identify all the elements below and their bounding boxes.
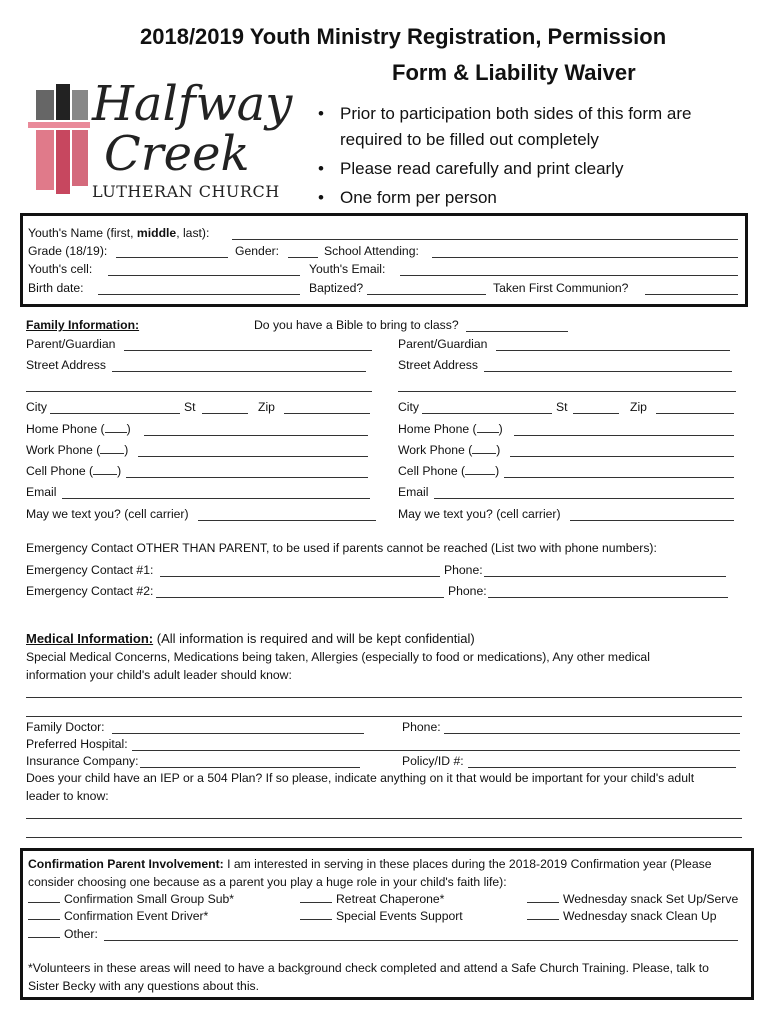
baptized-label: Baptized? [309, 281, 364, 295]
school-field[interactable] [432, 257, 738, 258]
bullet-continuation: required to be filled out completely [340, 130, 599, 149]
text2-label: May we text you? (cell carrier) [398, 507, 561, 521]
street2-line2-field[interactable] [398, 391, 736, 392]
option-snack-cleanup[interactable]: Wednesday snack Clean Up [527, 909, 717, 923]
cell-phone1-field[interactable] [126, 477, 368, 478]
emergency-intro: Emergency Contact OTHER THAN PARENT, to be used if parents cannot be reached (List two with phone numbers): [26, 541, 657, 555]
emergency1-label: Emergency Contact #1: [26, 563, 154, 577]
school-label: School Attending: [324, 244, 419, 258]
medical-heading: Medical Information: (All information is required and will be kept confidential) [26, 631, 475, 646]
zip2-label: Zip [630, 400, 647, 414]
street2-field[interactable] [484, 371, 732, 372]
emergency2-field[interactable] [156, 597, 444, 598]
grade-label: Grade (18/19): [28, 244, 108, 258]
option-snack-setup[interactable]: Wednesday snack Set Up/Serve [527, 892, 738, 906]
youth-name-label: Youth's Name (first, middle, last): [28, 226, 210, 240]
zip1-label: Zip [258, 400, 275, 414]
bullet-item: • Please read carefully and print clearly [318, 159, 624, 178]
cell-phone2-field[interactable] [504, 477, 734, 478]
cross-icon [28, 84, 98, 194]
youth-name-field[interactable] [232, 239, 738, 240]
guardian2-field[interactable] [496, 350, 730, 351]
emergency2-phone-field[interactable] [488, 597, 728, 598]
guardian2-label: Parent/Guardian [398, 337, 488, 351]
guardian1-label: Parent/Guardian [26, 337, 116, 351]
other-field[interactable] [104, 940, 738, 941]
confirmation-intro-line1: Confirmation Parent Involvement: I am interested in serving in these places during the 2018-2019 Confirmation year (Please [28, 857, 712, 871]
city1-label: City [26, 400, 47, 414]
email1-field[interactable] [62, 498, 370, 499]
iep-field-2[interactable] [26, 837, 742, 838]
email2-field[interactable] [434, 498, 734, 499]
home-phone2-field[interactable] [514, 435, 734, 436]
bullet-item: • Prior to participation both sides of this form are [318, 104, 692, 123]
emergency1-field[interactable] [160, 576, 440, 577]
city2-label: City [398, 400, 419, 414]
family-info-heading: Family Information: [26, 318, 140, 332]
baptized-field[interactable] [367, 294, 486, 295]
logo-text-creek: Creek [104, 126, 250, 182]
work-phone2-label: Work Phone ( ) [398, 443, 501, 457]
medical-concerns-line2: information your child's adult leader should know: [26, 668, 292, 682]
guardian1-field[interactable] [124, 350, 372, 351]
option-event-driver[interactable]: Confirmation Event Driver* [28, 909, 208, 923]
cell-phone1-label: Cell Phone ( ) [26, 464, 122, 478]
city1-field[interactable] [50, 413, 180, 414]
bullet-item: • One form per person [318, 188, 497, 207]
option-small-group-sub[interactable]: Confirmation Small Group Sub* [28, 892, 234, 906]
youth-cell-label: Youth's cell: [28, 262, 93, 276]
doctor-label: Family Doctor: [26, 720, 105, 734]
form-title-line2: Form & Liability Waiver [392, 60, 636, 85]
hospital-field[interactable] [132, 750, 740, 751]
street1-label: Street Address [26, 358, 106, 372]
iep-field[interactable] [26, 818, 742, 819]
email2-label: Email [398, 485, 429, 499]
insurance-label: Insurance Company: [26, 754, 139, 768]
volunteer-note-line2: Sister Becky with any questions about this. [28, 979, 260, 993]
state1-field[interactable] [202, 413, 248, 414]
policy-field[interactable] [468, 767, 736, 768]
form-title-line1: 2018/2019 Youth Ministry Registration, Permission [140, 24, 667, 49]
medical-concerns-line1: Special Medical Concerns, Medications being taken, Allergies (especially to food or medications), Any other medical [26, 650, 650, 664]
option-special-events[interactable]: Special Events Support [300, 909, 463, 923]
option-other[interactable]: Other: [28, 927, 98, 941]
text2-field[interactable] [570, 520, 734, 521]
insurance-field[interactable] [140, 767, 360, 768]
work-phone1-label: Work Phone ( ) [26, 443, 129, 457]
youth-cell-field[interactable] [108, 275, 300, 276]
church-logo [24, 76, 304, 205]
doctor-field[interactable] [112, 733, 364, 734]
youth-email-field[interactable] [400, 275, 738, 276]
text1-label: May we text you? (cell carrier) [26, 507, 189, 521]
youth-email-label: Youth's Email: [309, 262, 386, 276]
communion-label: Taken First Communion? [493, 281, 629, 295]
zip1-field[interactable] [284, 413, 370, 414]
communion-field[interactable] [645, 294, 738, 295]
email1-label: Email [26, 485, 57, 499]
birth-date-label: Birth date: [28, 281, 84, 295]
street1-field[interactable] [112, 371, 366, 372]
emergency1-phone-label: Phone: [444, 563, 483, 577]
work-phone1-field[interactable] [138, 456, 368, 457]
emergency2-phone-label: Phone: [448, 584, 487, 598]
emergency2-label: Emergency Contact #2: [26, 584, 154, 598]
hospital-label: Preferred Hospital: [26, 737, 128, 751]
volunteer-note-line1: *Volunteers in these areas will need to have a background check completed and attend a Safe Church Training. Please, talk to [28, 961, 709, 975]
logo-text-lutheran: LUTHERAN CHURCH [92, 182, 280, 201]
zip2-field[interactable] [656, 413, 734, 414]
bible-field[interactable] [466, 331, 568, 332]
work-phone2-field[interactable] [510, 456, 734, 457]
medical-concerns-field-2[interactable] [26, 716, 742, 717]
gender-label: Gender: [235, 244, 280, 258]
confirmation-intro-line2: consider choosing one because as a parent you play a huge role in your child's faith life): [28, 875, 507, 889]
policy-label: Policy/ID #: [402, 754, 464, 768]
bible-question: Do you have a Bible to bring to class? [254, 318, 459, 332]
iep-question-line1: Does your child have an IEP or a 504 Plan? If so please, indicate anything on it that would be important for your child's adult [26, 771, 695, 785]
home-phone2-label: Home Phone ( ) [398, 422, 503, 436]
home-phone1-field[interactable] [144, 435, 368, 436]
grade-field[interactable] [116, 257, 228, 258]
state2-label: St [556, 400, 568, 414]
doctor-phone-label: Phone: [402, 720, 441, 734]
doctor-phone-field[interactable] [444, 733, 740, 734]
medical-concerns-field[interactable] [26, 697, 742, 698]
birth-date-field[interactable] [98, 294, 300, 295]
street2-label: Street Address [398, 358, 478, 372]
street1-line2-field[interactable] [26, 391, 372, 392]
option-retreat-chaperone[interactable]: Retreat Chaperone* [300, 892, 444, 906]
logo-text-halfway: Halfway [92, 76, 293, 132]
iep-question-line2: leader to know: [26, 789, 109, 803]
cell-phone2-label: Cell Phone ( ) [398, 464, 500, 478]
gender-field[interactable] [288, 257, 318, 258]
home-phone1-label: Home Phone ( ) [26, 422, 131, 436]
state1-label: St [184, 400, 196, 414]
text1-field[interactable] [198, 520, 376, 521]
city2-field[interactable] [422, 413, 552, 414]
state2-field[interactable] [573, 413, 619, 414]
emergency1-phone-field[interactable] [484, 576, 726, 577]
